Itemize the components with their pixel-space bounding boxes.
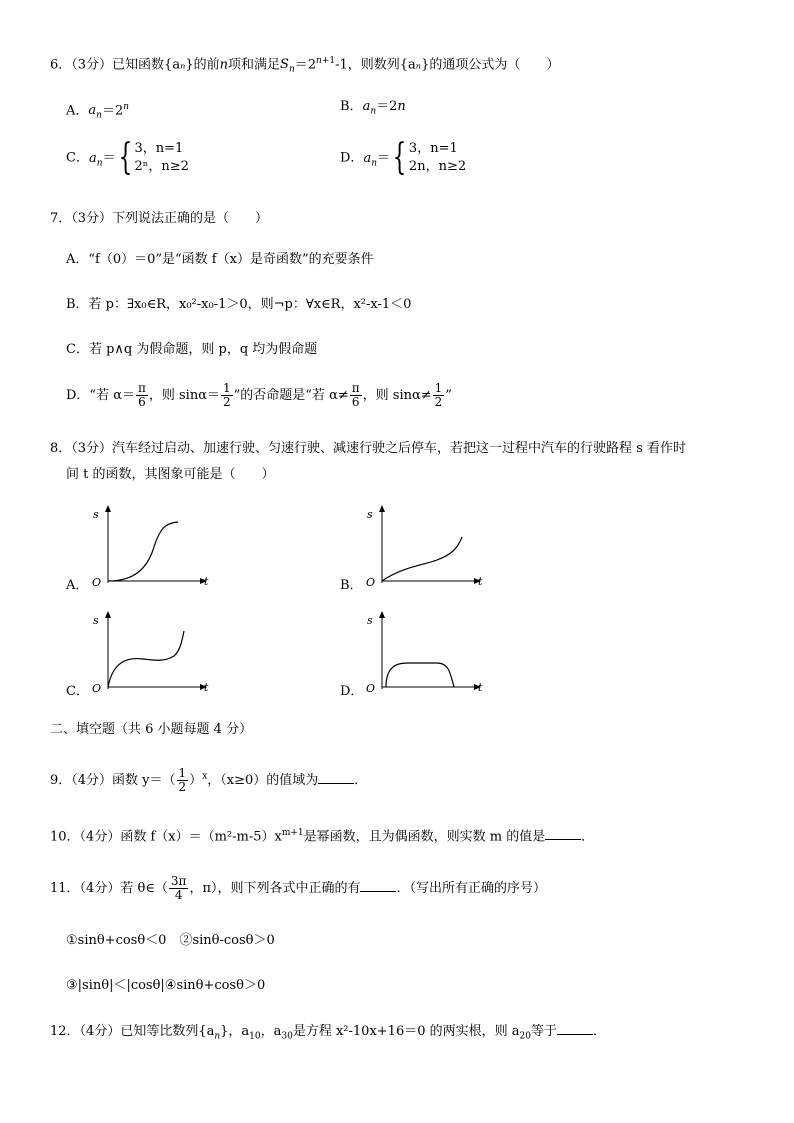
q8-stem-line2: 间 t 的函数，其图象可能是（ ） (66, 467, 275, 482)
q7-option-b: B．若 p：∃x₀∈R，x₀²-x₀-1＞0，则¬p：∀x∈R，x²-x-1＜0 (66, 297, 412, 312)
q11-answer-blank[interactable] (360, 879, 396, 892)
origin-label: O (92, 576, 102, 589)
axis-t-label: t (204, 681, 209, 694)
curve-a (108, 522, 178, 581)
q12: 12．（4分）已知等比数列$\{a_n\}$，$a_{10}$，$a_{30}$是方程 x²-10x+16＝0 的两实根，则 $a_{20}$等于 ． (50, 1024, 606, 1042)
q9-answer-blank[interactable] (318, 771, 354, 784)
q6-option-d: D．$a_n=${ 3，n=1 2n，n≥2 (340, 137, 467, 178)
q6-option-a: A．$a_n=2^n$ (66, 102, 130, 121)
q8-graph-a-label: A． (66, 578, 89, 593)
q6-option-c: C．$a_n=${ 3，n=1 2ⁿ，n≥2 (66, 137, 189, 178)
q6-stem: 6．（3分）已知函数{aₙ}的前n项和满足$S_n=2^{n+1}-1$，则数列{aₙ}的通项公式为（ ） (50, 56, 560, 75)
axis-s-label: s (367, 508, 373, 521)
q7-option-c: C．若 p∧q 为假命题，则 p，q 均为假命题 (66, 342, 318, 357)
q10: 10．（4分）函数 $f(x)=(m^2-m-5)x^{m+1}$是幂函数，且为偶函数，则实数 m 的值是 ． (50, 828, 595, 845)
curve-b (382, 537, 462, 581)
q10-answer-blank[interactable] (545, 827, 581, 840)
origin-label: O (366, 682, 376, 695)
origin-label: O (92, 682, 102, 695)
q11-item-2: ③|sinθ|＜|cosθ|④sinθ+cosθ＞0 (66, 978, 266, 993)
q11-item-1: ①sinθ+cosθ＜0 ②sinθ-cosθ＞0 (66, 933, 275, 948)
curve-c (108, 631, 184, 687)
axis-s-label: s (367, 614, 373, 627)
q7-option-a: A．“f（0）＝0”是“函数 f（x）是奇函数”的充要条件 (66, 252, 374, 267)
q8-graph-d-label: D． (340, 684, 364, 699)
q6-option-b: B．$a_n=2n$ (340, 99, 406, 117)
axis-s-label: s (93, 508, 99, 521)
q8-graph-c-label: C． (66, 684, 89, 699)
curve-d (386, 663, 454, 687)
q8-graph-a (88, 505, 218, 590)
q8-graph-b-label: B． (340, 578, 363, 593)
q8-graph-c (88, 611, 218, 696)
q11: 11．（4分）若 θ∈（ $\frac{3\pi}{4}$ ，π），则下列各式中正确的有 ．（写出所有正确的序号） (50, 874, 546, 902)
q12-answer-blank[interactable] (557, 1022, 593, 1035)
axis-t-label: t (478, 575, 483, 588)
axis-s-label: s (93, 614, 99, 627)
q7-stem: 7．（3分）下列说法正确的是（ ） (50, 211, 269, 226)
q9: 9．（4分）函数 y＝（ $\frac{1}{2}$ ）$^x$，（x≥0）的值域为 ． (50, 766, 368, 794)
q8-stem-line1: 8．（3分）汽车经过启动、加速行驶、匀速行驶、减速行驶之后停车，若把这一过程中汽车的行驶路程 s 看作时 (50, 441, 686, 456)
q8-graph-d (362, 611, 492, 696)
axis-t-label: t (204, 575, 209, 588)
q8-graph-b (362, 505, 492, 590)
axis-t-label: t (478, 681, 483, 694)
q7-option-d: D．“若 α＝ $\frac{\pi}{6}$ ，则 sinα＝ $\frac{1}{2}$ ”的否命题是“若 α≠ $\frac{\pi}{6}$ ，则 sinα≠ $\frac{1}{2}$ ” (66, 381, 452, 409)
origin-label: O (366, 576, 376, 589)
section-2-heading: 二、填空题（共 6 小题每题 4 分） (50, 722, 253, 737)
